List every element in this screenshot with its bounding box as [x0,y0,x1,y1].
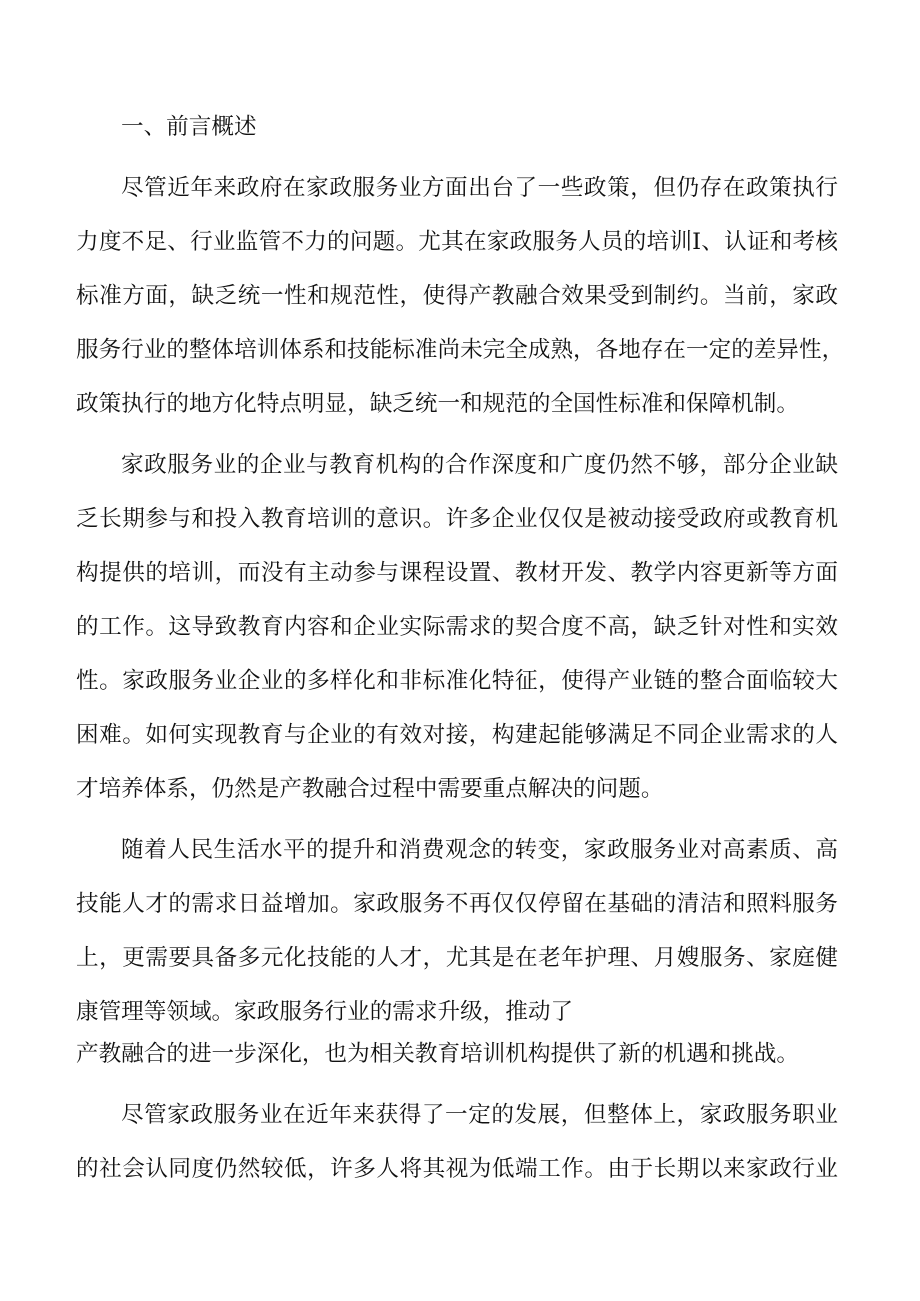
paragraph-2-line-2: 乏长期参与和投入教育培训的意识。许多企业仅仅是被动接受政府或教育机 [76,506,838,532]
paragraph-3-line-1: 随着人民生活水平的提升和消费观念的转变，家政服务业对高素质、高 [121,837,838,863]
paragraph-2-line-4: 的工作。这导致教育内容和企业实际需求的契合度不高，缺乏针对性和实效 [76,614,838,640]
paragraph-2-line-7: 才培养体系，仍然是产教融合过程中需要重点解决的问题。 [76,776,664,802]
paragraph-1-line-2: 力度不足、行业监管不力的问题。尤其在家政服务人员的培训I、认证和考核 [76,229,838,255]
paragraph-3-line-2: 技能人才的需求日益增加。家政服务不再仅仅停留在基础的清洁和照料服务 [76,891,838,917]
paragraph-1-line-3: 标准方面，缺乏统一性和规范性，使得产教融合效果受到制约。当前，家政 [76,283,838,309]
paragraph-1-line-4: 服务行业的整体培训体系和技能标准尚未完全成熟，各地存在一定的差异性， [76,337,845,363]
paragraph-3-line-4: 康管理等领域。家政服务行业的需求升级，推动了 [76,999,574,1025]
paragraph-2-line-6: 困难。如何实现教育与企业的有效对接，构建起能够满足不同企业需求的人 [76,722,838,748]
paragraph-2-line-1: 家政服务业的企业与教育机构的合作深度和广度仍然不够，部分企业缺 [121,452,838,478]
paragraph-2-line-3: 构提供的培训，而没有主动参与课程设置、教材开发、教学内容更新等方面 [76,560,838,586]
paragraph-4-line-1: 尽管家政服务业在近年来获得了一定的发展，但整体上，家政服务职业 [121,1102,838,1128]
paragraph-3-line-3: 上，更需要具备多元化技能的人才，尤其是在老年护理、月嫂服务、家庭健 [76,945,838,971]
paragraph-4-line-2: 的社会认同度仍然较低，许多人将其视为低端工作。由于长期以来家政行业 [76,1156,838,1182]
paragraph-2-line-5: 性。家政服务业企业的多样化和非标准化特征，使得产业链的整合面临较大 [76,668,838,694]
paragraph-1-line-5: 政策执行的地方化特点明显，缺乏统一和规范的全国性标准和保障机制。 [76,391,799,417]
paragraph-1-line-1: 尽管近年来政府在家政服务业方面出台了一些政策，但仍存在政策执行 [121,175,838,201]
paragraph-3-line-5: 产教融合的进一步深化，也为相关教育培训机构提供了新的机遇和挑战。 [76,1041,799,1067]
section-heading: 一、前言概述 [121,114,257,140]
